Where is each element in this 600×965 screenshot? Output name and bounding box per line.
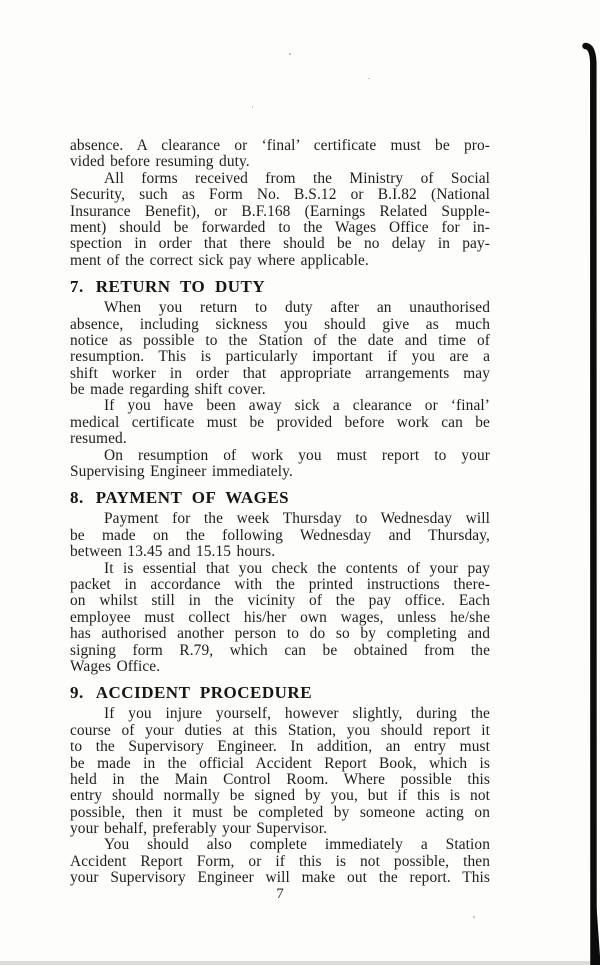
section-number: 9. [70,683,84,703]
text-line: vided before resuming duty. [70,153,250,171]
paragraph [70,398,490,447]
text-line: your behalf, preferably your Supervisor. [70,820,328,838]
text-line: to the Supervisory Engineer. In addition, an entry must [70,738,490,756]
section-title: ACCIDENT PROCEDURE [95,683,313,703]
scan-speckle [252,106,253,108]
text-line: notice as possible to the Station of the date and time of [70,331,490,349]
section-title: RETURN TO DUTY [95,277,266,297]
paragraph [70,837,490,886]
text-line: between 13.45 and 15.15 hours. [70,543,276,561]
text-line: held in the Main Control Room. Where possible this [70,770,490,788]
paragraph [70,171,490,269]
text-line: on whilst still in the vicinity of the pay office. Each [70,592,490,610]
text-line: resumption. This is particularly important if you are a [70,348,490,366]
text-line: course of your duties at this Station, you should report it [70,721,490,739]
text-line: If you injure yourself, however slightly, during the [104,705,490,723]
text-line: resumed. [70,430,127,448]
text-line: entry should normally be signed by you, but if this is not [70,787,490,805]
text-line: Payment for the week Thursday to Wednesday will [104,510,490,528]
text-line: shift worker in order that appropriate arrangements may [70,364,490,382]
text-line: has authorised another person to do so by completing and [70,625,490,643]
text-line: spection in order that there should be no delay in pay- [70,235,490,253]
page-number: 7 [276,886,284,902]
scan-bottom-edge [0,961,600,965]
section-title: PAYMENT OF WAGES [95,488,290,508]
text-line: It is essential that you check the contents of your pay [104,559,490,577]
text-line: ment of the correct sick pay where applicable. [70,251,369,269]
paragraph [70,300,490,398]
paragraph [70,511,490,560]
text-line: You should also complete immediately a Station [104,836,490,854]
section-heading-accident-procedure [70,683,490,703]
text-line: On resumption of work you must report to your [104,446,490,464]
section-number: 8. [70,488,84,508]
paragraph [70,448,490,481]
text-line: Accident Report Form, or if this is not possible, then [70,852,490,870]
text-line: Security, such as Form No. B.S.12 or B.I.82 (National [70,186,490,204]
text-line: When you return to duty after an unauthorised [104,299,490,317]
text-line: All forms received from the Ministry of Social [104,169,490,187]
text-line: employee must collect his/her own wages, unless he/she [70,608,490,626]
text-line: be made regarding shift cover. [70,381,266,399]
text-line: packet in accordance with the printed instructions there- [70,575,490,593]
text-line: Wages Office. [70,657,161,675]
paragraph [70,561,490,676]
text-column [70,138,490,887]
text-line: Supervising Engineer immediately. [70,463,293,481]
section-heading-return-to-duty [70,277,490,297]
text-line: ment) should be forwarded to the Wages Office for in- [70,218,490,236]
section-number: 7. [70,277,84,297]
text-line: absence, including sickness you should give as much [70,315,490,333]
text-line: If you have been away sick a clearance or ‘final’ [104,397,490,415]
paragraph [70,138,490,171]
text-line: possible, then it must be completed by someone acting on [70,803,490,821]
scan-speckle [473,916,475,918]
text-line: be made in the official Accident Report Book, which is [70,754,490,772]
paragraph [70,706,490,837]
text-line: absence. A clearance or ‘final’ certificate must be pro- [70,137,490,154]
text-line: signing form R.79, which can be obtained from the [70,641,490,659]
scan-speckle [289,53,291,55]
section-heading-payment-of-wages [70,488,490,508]
text-line: your Supervisory Engineer will make out the report. This [70,869,490,887]
text-line: medical certificate must be provided before work can be [70,413,490,431]
scan-speckle [368,78,370,79]
text-line: be made on the following Wednesday and Thursday, [70,526,490,544]
text-line: Insurance Benefit), or B.F.168 (Earnings Related Supple- [70,202,490,220]
